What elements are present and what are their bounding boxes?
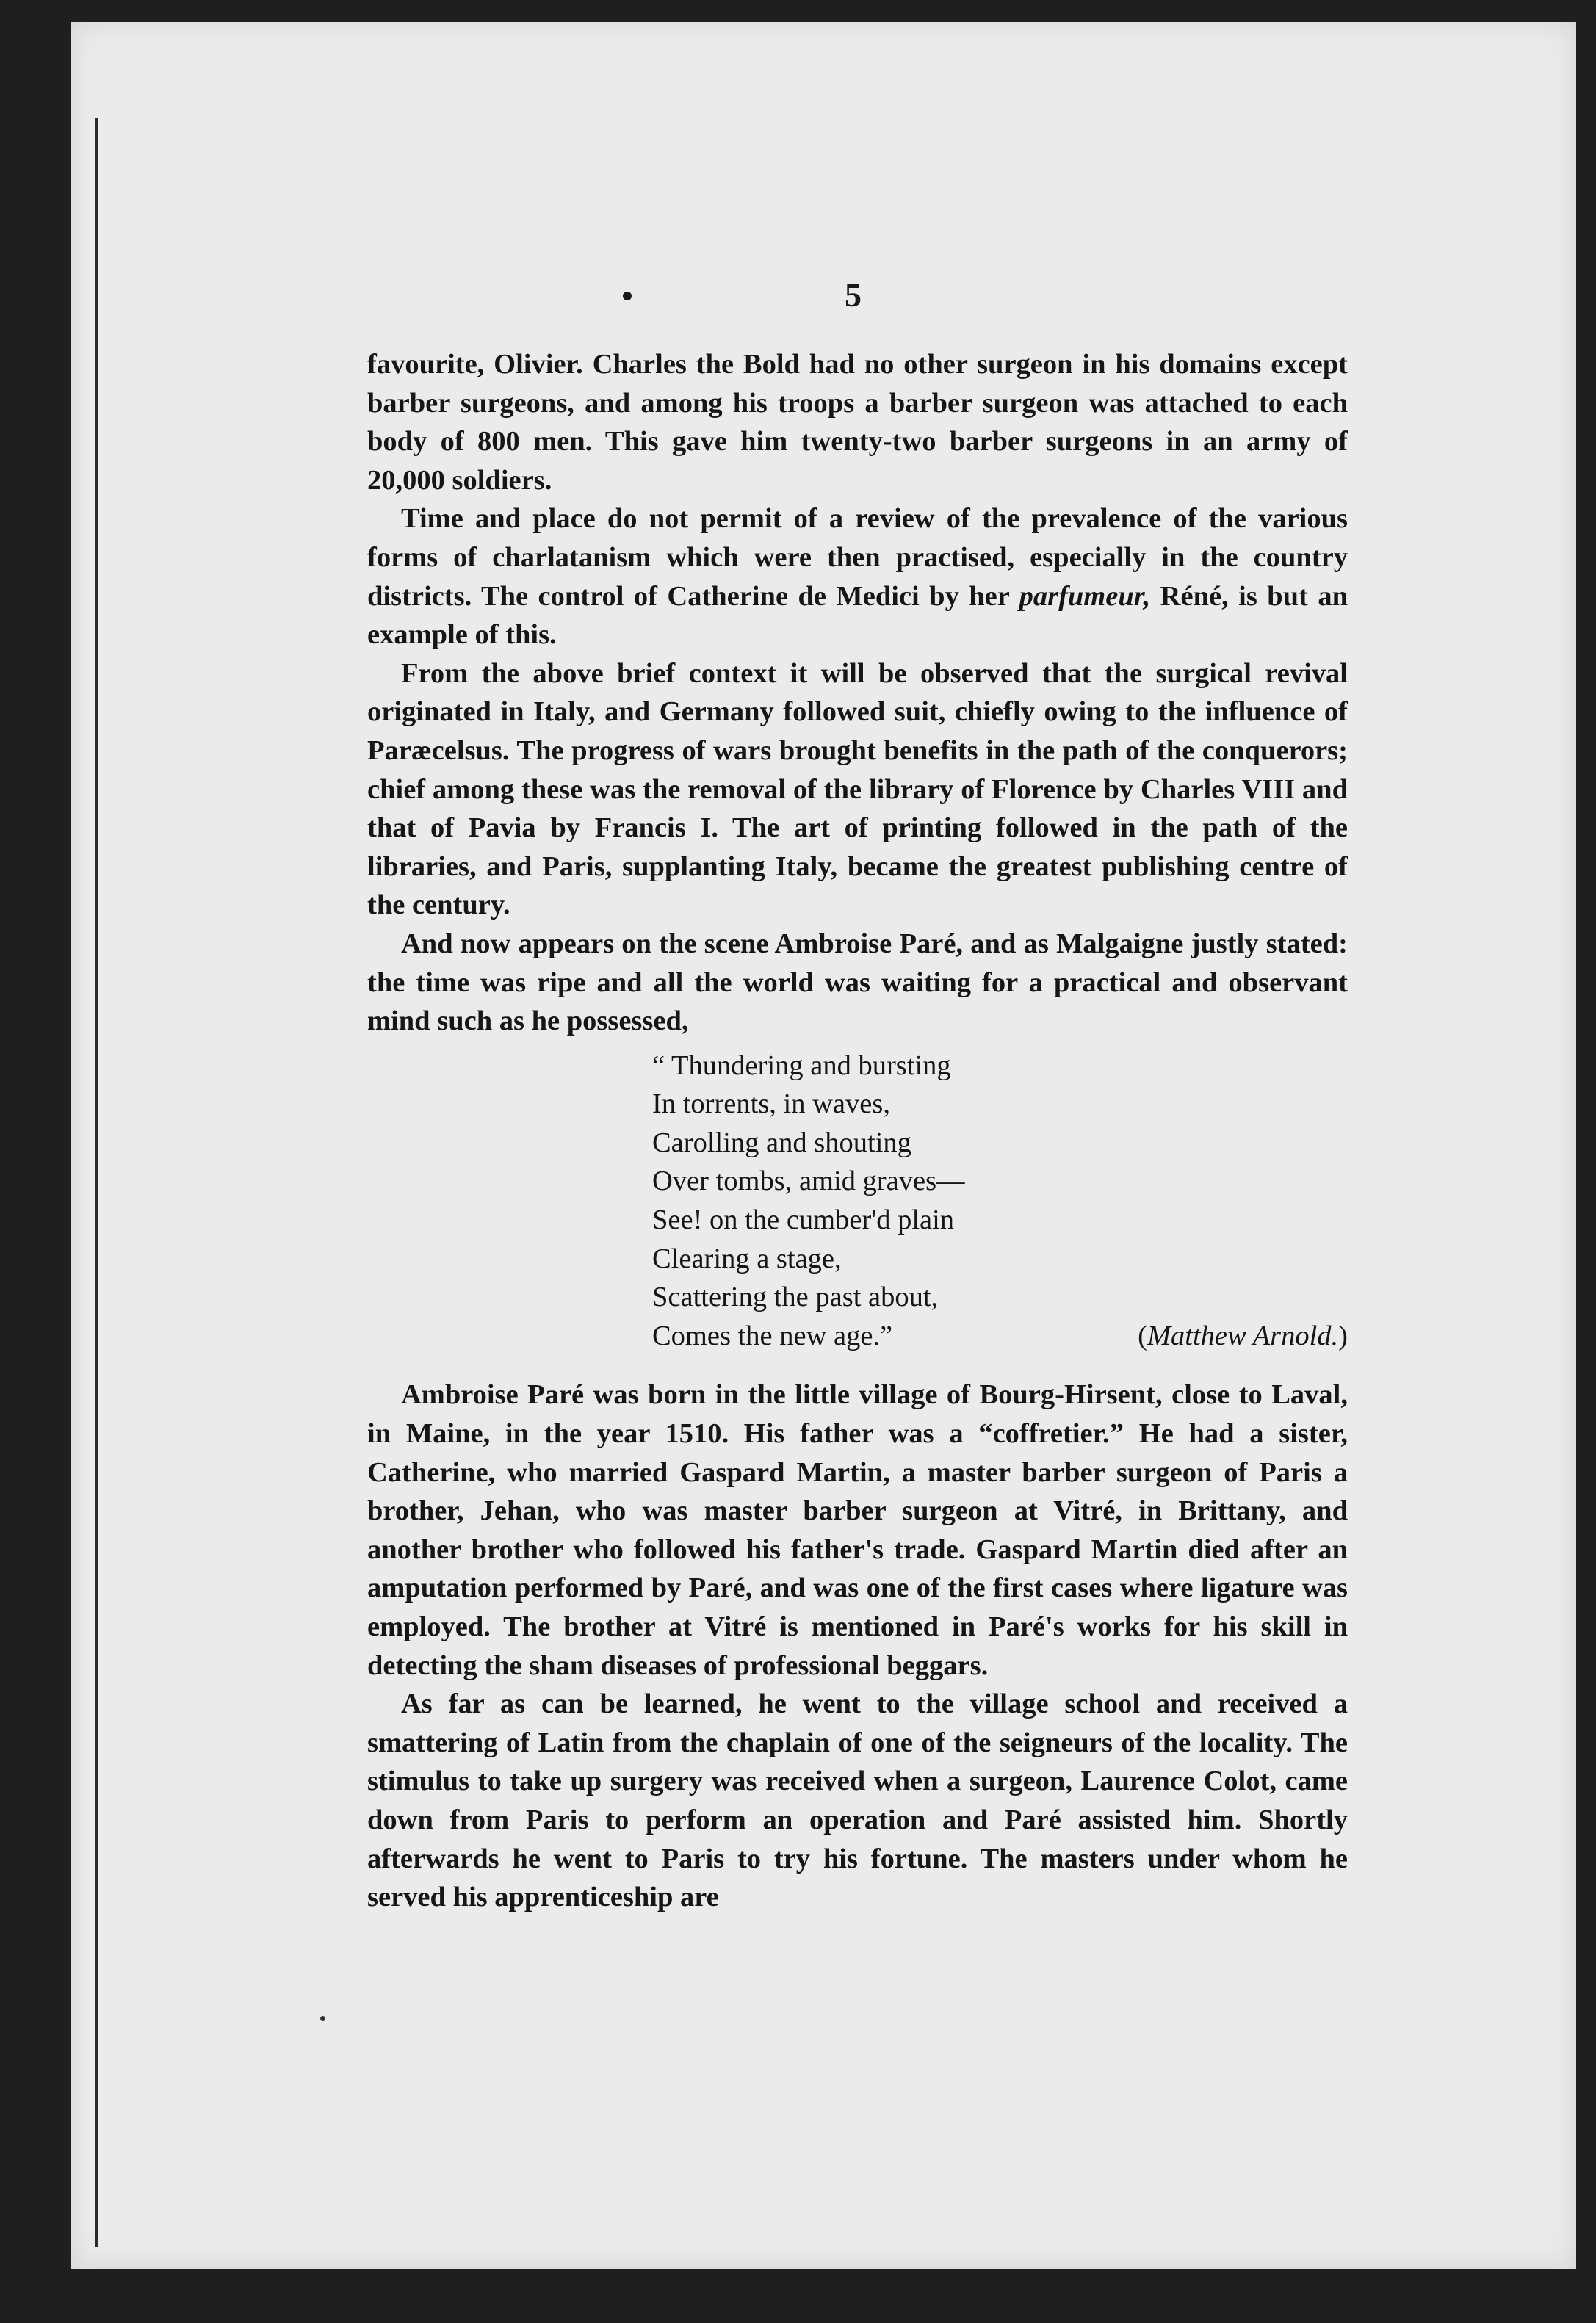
page-header [0,275,1596,319]
paragraph-2-italic: parfumeur, [1019,580,1151,612]
poem-line: Over tombs, amid graves— [652,1166,965,1197]
header-dot [623,292,632,300]
page-edge-rule [95,118,98,2247]
paragraph-2-text-b: Réné, is but an example of this. [367,580,1348,651]
poem-attribution: (Matthew Arnold.) [1138,1320,1348,1351]
paragraph-4: And now appears on the scene Ambroise Paré, and as Malgaigne justly stated: the time was ripe and all the world was waiting for a practical and observant mind such as he possessed, [367,928,1348,1037]
paragraph-5: Ambroise Paré was born in the little village of Bourg-Hirsent, close to Laval, in Maine, in the year 1510. His father was a “coffretier.” He had a sister, Catherine, who married Gaspard Martin, a master barber surgeon of Paris a brother, Jehan, who was master barber surgeon at Vitré, in Brittany, and another brother who followed his father's trade. Gaspard Martin died after an amputation performed by Paré, and was one of the first cases where ligature was employed. The brother at Vitré is mentioned in Paré's works for his skill in detecting the sham diseases of professional beggars. [367,1379,1348,1681]
poem-line: Clearing a stage, [652,1243,842,1274]
poem-line: Comes the new age.” [652,1320,893,1351]
page-number: 5 [845,276,862,314]
poem-quote [367,1041,1348,1376]
paragraph-2 [367,499,1348,654]
paragraph-1: favourite, Olivier. Charles the Bold had no other surgeon in his domains except barber surgeons, and among his troops a barber surgeon was attached to each body of 800 men. This gave him twenty-two barber surgeons in an army of 20,000 soldiers. [367,349,1348,496]
paragraph-3: From the above brief context it will be observed that the surgical revival originated in Italy, and Germany followed suit, chiefly owing to the influence of Paræcelsus. The progress of wars brought benefits in the path of the conquerors; chief among these was the removal of the library of Florence by Charles VIII and that of Pavia by Francis I. The art of printing followed in the path of the libraries, and Paris, supplanting Italy, became the greatest publishing centre of the century. [367,657,1348,921]
paragraph-6: As far as can be learned, he went to the village school and received a smattering of Latin from the chaplain of one of the seigneurs of the locality. The stimulus to take up surgery was received when a surgeon, Laurence Colot, came down from Paris to perform an operation and Paré assisted him. Shortly afterwards he went to Paris to try his fortune. The masters under whom he served his apprenticeship are [367,1688,1348,1913]
paragraph-2-text-a: Time and place do not permit of a review of the prevalence of the various forms of charlatanism which were then practised, especially in the country districts. The control of Catherine de Medici by her [367,503,1348,612]
poem-line: Scattering the past about, [652,1282,939,1313]
poem-line: In torrents, in waves, [652,1088,890,1120]
poem-attribution-name: Matthew Arnold. [1147,1320,1339,1351]
poem-line: Carolling and shouting [652,1127,911,1158]
poem-line: See! on the cumber'd plain [652,1204,955,1236]
body-text [367,345,1348,1917]
margin-speck [320,2016,325,2021]
poem-line: “ Thundering and bursting [652,1049,951,1081]
